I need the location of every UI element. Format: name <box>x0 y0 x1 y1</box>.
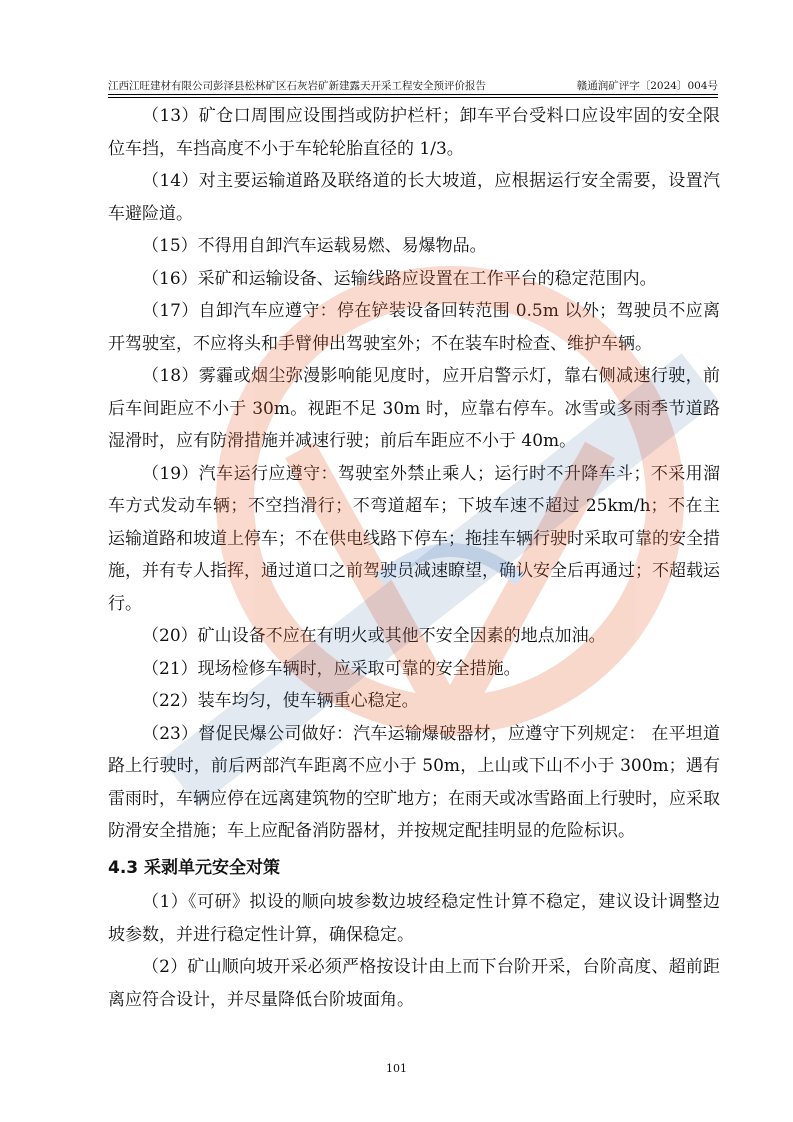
paragraph-13: （13）矿仓口周围应设围挡或防护栏杆；卸车平台受料口应设牢固的安全限位车挡，车挡高度不小于车轮轮胎直径的 1/3。 <box>108 106 720 159</box>
paragraph-4-3-2: （2）矿山顺向坡开采必须严格按设计由上而下台阶开采，台阶高度、超前距离应符合设计，并尽量降低台阶坡面角。 <box>108 957 720 1010</box>
document-body <box>108 100 720 1016</box>
page-header <box>108 77 718 93</box>
header-doc-number: 赣通润矿评字〔2024〕004号 <box>576 80 718 92</box>
paragraph-15: （15）不得用自卸汽车运载易燃、易爆物品。 <box>142 236 487 256</box>
paragraph-4-3-1: （1）《可研》拟设的顺向坡参数边坡经稳定性计算不稳定，建议设计调整边坡参数，并进行稳定性计算，确保稳定。 <box>108 892 720 945</box>
paragraph-14: （14）对主要运输道路及联络道的长大坡道，应根据运行安全需要，设置汽车避险道。 <box>108 171 720 224</box>
paragraph-20: （20）矿山设备不应在有明火或其他不安全因素的地点加油。 <box>142 626 606 646</box>
paragraph-19: （19）汽车运行应遵守：驾驶室外禁止乘人；运行时不升降车斗；不采用溜车方式发动车辆；不空挡滑行；不弯道超车；下坡车速不超过 25km/h；不在主运输道路和坡道上停车；不在供电线路下停车；拖挂车辆行驶时采取可靠的安全措施，并有专人指挥，通过道口之前驾驶员减速瞭望，确认安全后再通过；不超载运行。 <box>108 463 720 614</box>
page-number: 101 <box>386 1062 407 1075</box>
header-title: 江西江旺建材有限公司彭泽县松林矿区石灰岩矿新建露天开采工程安全预评价报告 <box>108 80 486 92</box>
paragraph-16: （16）采矿和运输设备、运输线路应设置在工作平台的稳定范围内。 <box>142 268 657 289</box>
paragraph-18: （18）雾霾或烟尘弥漫影响能见度时，应开启警示灯，靠右侧减速行驶，前后车间距应不小于 30m。视距不足 30m 时，应靠右停车。冰雪或多雨季节道路湿滑时，应有防滑措施并减速行驶；前后车距应不小于 40m。 <box>108 366 720 451</box>
paragraph-21: （21）现场检修车辆时，应采取可靠的安全措施。 <box>142 658 521 679</box>
header-rule-thin <box>108 97 718 98</box>
paragraph-23: （23）督促民爆公司做好：汽车运输爆破器材，应遵守下列规定： 在平坦道路上行驶时，前后两部汽车距离不应小于 50m，上山或下山不小于 300m；遇有雷雨时，车辆应停在远离建筑物的空旷地方；在雨天或冰雪路面上行驶时，应采取防滑安全措施；车上应配备消防器材，并按规定配挂明显的危险标识。 <box>108 723 720 841</box>
paragraph-22: （22）装车均匀，使车辆重心稳定。 <box>142 691 419 711</box>
paragraph-17: （17）自卸汽车应遵守：停在铲装设备回转范围 0.5m 以外；驾驶员不应离开驾驶室，不应将头和手臂伸出驾驶室外；不在装车时检查、维护车辆。 <box>108 301 720 354</box>
section-heading: 4.3 采剥单元安全对策 <box>108 857 281 878</box>
header-rule <box>108 94 718 95</box>
